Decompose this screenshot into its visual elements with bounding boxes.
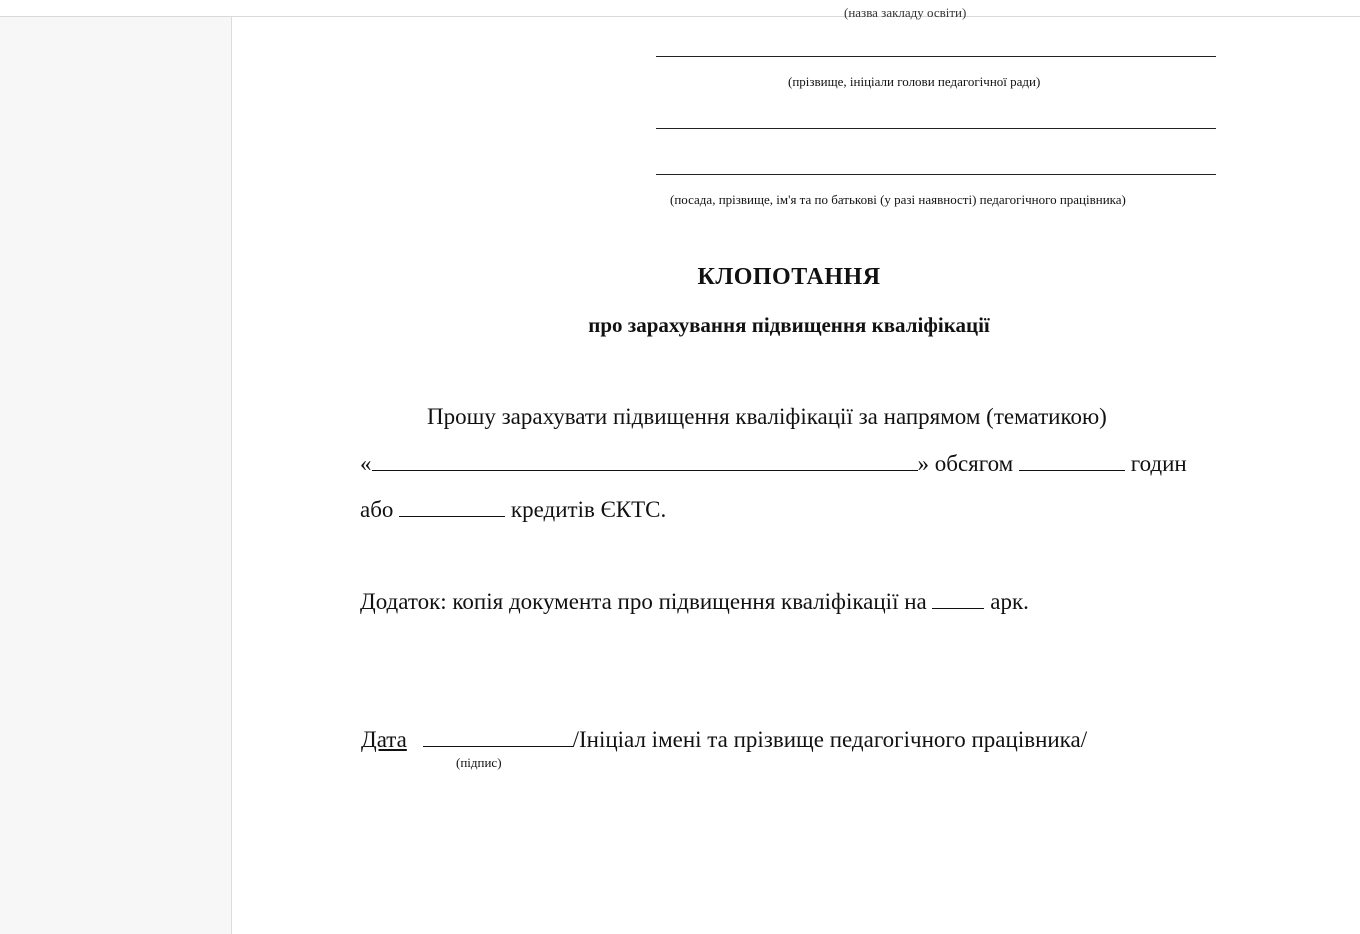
- sheets-blank: [932, 588, 984, 609]
- paragraph-line-1: Прошу зарахувати підвищення кваліфікації за напрямом (тематикою): [427, 404, 1107, 429]
- top-bar: [0, 0, 1360, 17]
- appendix-text: Додаток: копія документа про підвищення кваліфікації на: [360, 589, 927, 614]
- open-quote: «: [360, 451, 372, 476]
- appendix-line: [360, 588, 1029, 616]
- signature-line: [361, 726, 1087, 754]
- council-head-line: [656, 56, 1216, 57]
- date-label: Дата: [361, 727, 407, 752]
- close-quote-volume: » обсягом: [917, 451, 1014, 476]
- worker-line-1: [656, 128, 1216, 129]
- signature-blank: [423, 726, 573, 747]
- signature-caption: (підпис): [456, 755, 502, 770]
- or-word: або: [360, 497, 394, 522]
- document-subtitle: про зарахування підвищення кваліфікації: [588, 313, 990, 337]
- worker-caption: (посада, прізвище, ім'я та по батькові (у разі наявності) педагогічного працівника): [670, 192, 1126, 207]
- worker-line-2: [656, 174, 1216, 175]
- cut-off-header-text: (назва закладу освіти): [844, 5, 967, 20]
- signer-text: /Ініціал імені та прізвище педагогічного працівника/: [572, 727, 1088, 752]
- credits-blank: [399, 496, 505, 517]
- sheets-word: арк.: [990, 589, 1029, 614]
- hours-blank: [1019, 450, 1125, 471]
- hours-word: годин: [1130, 451, 1187, 476]
- paragraph-line-2: [360, 450, 1187, 478]
- paragraph-line-3: [360, 496, 666, 524]
- left-sidebar: [0, 17, 232, 934]
- document-page: [232, 5, 1360, 934]
- credits-text: кредитів ЄКТС.: [510, 497, 667, 522]
- topic-blank: [372, 450, 918, 471]
- document-title: КЛОПОТАННЯ: [697, 264, 881, 290]
- council-head-caption: (прізвище, ініціали голови педагогічної ради): [788, 74, 1041, 89]
